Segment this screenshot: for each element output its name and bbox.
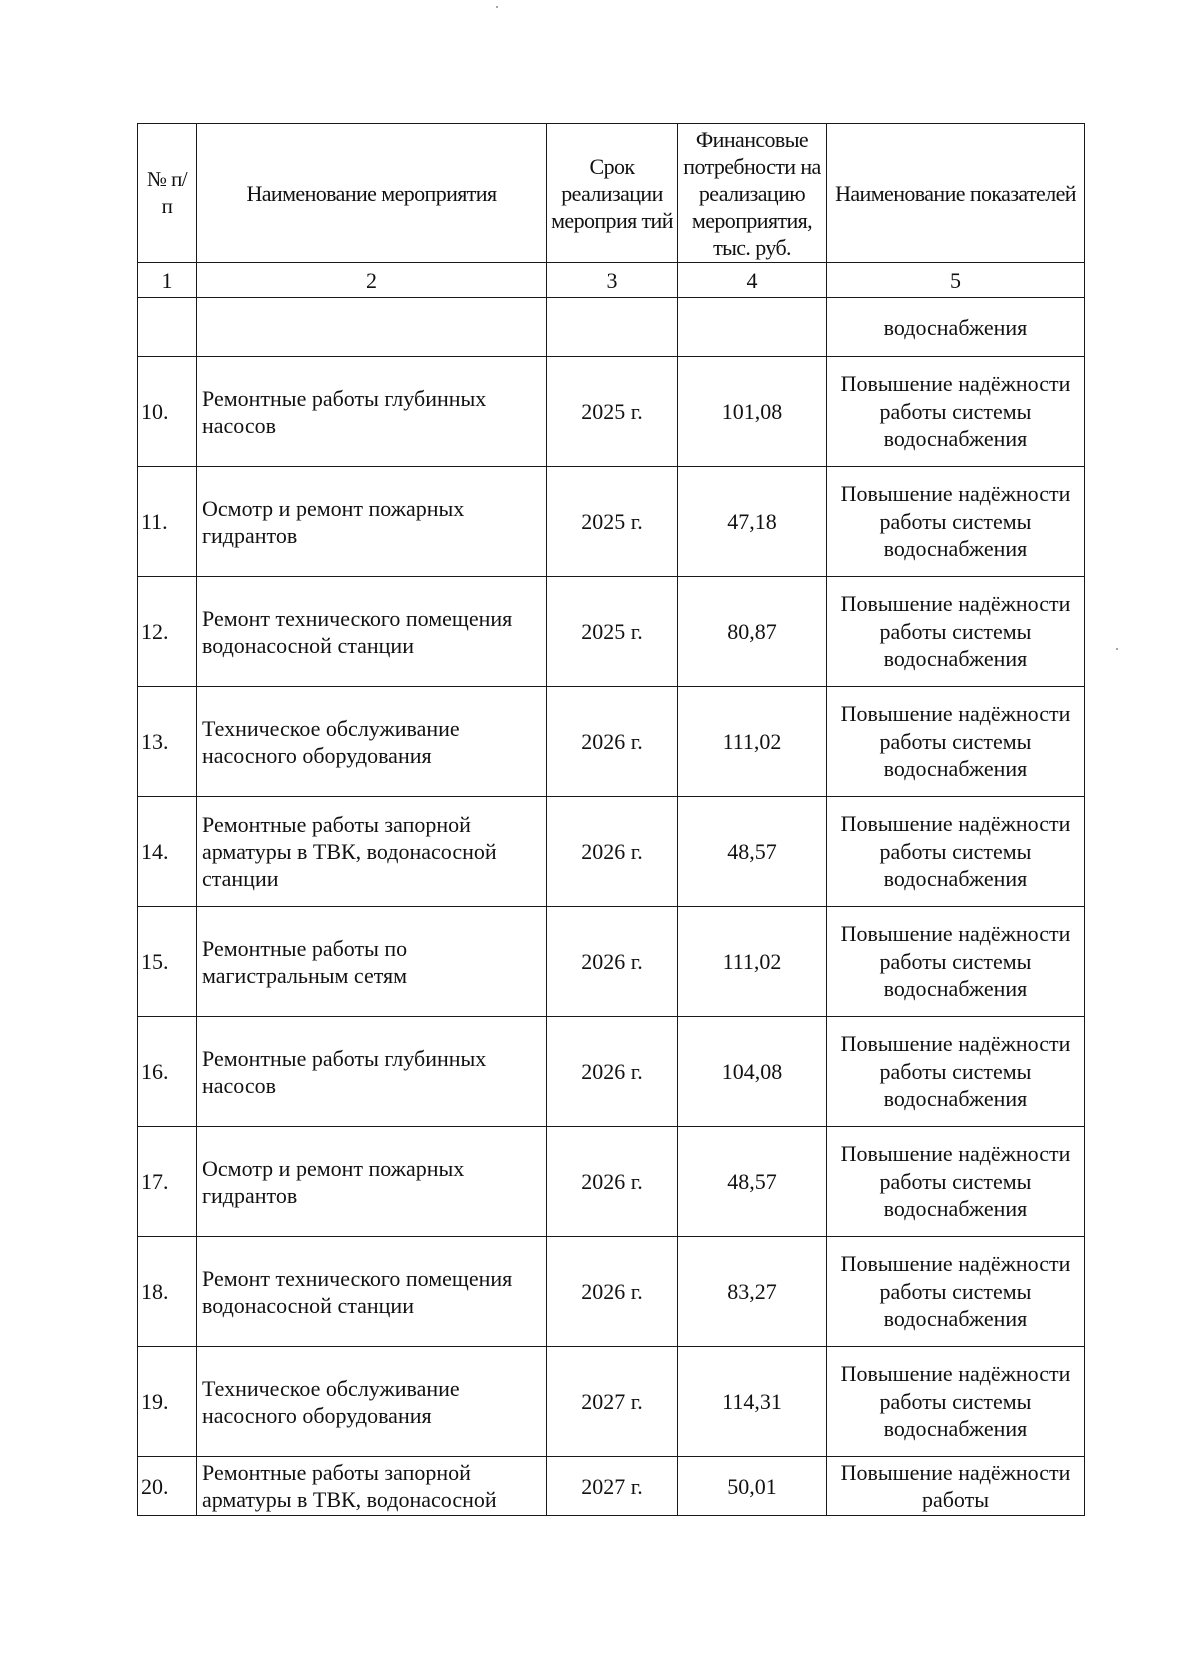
indicator-text: Повышение надёжности работы системы водоснабжения (827, 1347, 1085, 1457)
activity-name: Техническое обслуживание насосного оборудования (197, 1347, 547, 1457)
table-row (138, 687, 1085, 797)
table-row (138, 797, 1085, 907)
financing-amount: 48,57 (678, 1127, 827, 1237)
deadline-year: 2027 г. (547, 1347, 678, 1457)
table-row (138, 1347, 1085, 1457)
deadline-year: 2026 г. (547, 1237, 678, 1347)
empty-cell (197, 298, 547, 357)
column-number: 3 (547, 263, 678, 298)
indicator-text: Повышение надёжности работы системы водоснабжения (827, 467, 1085, 577)
deadline-year: 2026 г. (547, 687, 678, 797)
indicator-text: Повышение надёжности работы системы водоснабжения (827, 687, 1085, 797)
table-row (138, 907, 1085, 1017)
activity-name: Осмотр и ремонт пожарных гидрантов (197, 1127, 547, 1237)
financing-amount: 104,08 (678, 1017, 827, 1127)
table-row (138, 357, 1085, 467)
activity-name: Ремонтные работы запорной арматуры в ТВК, водонасосной станции (197, 797, 547, 907)
table-row (138, 1457, 1085, 1516)
deadline-year: 2026 г. (547, 1017, 678, 1127)
indicator-text: Повышение надёжности работы (827, 1457, 1085, 1516)
table-row (138, 1127, 1085, 1237)
row-number: 14. (138, 797, 197, 907)
scan-speck (496, 6, 498, 8)
activity-name: Ремонт технического помещения водонасосной станции (197, 1237, 547, 1347)
activity-name: Ремонтные работы по магистральным сетям (197, 907, 547, 1017)
indicator-text: Повышение надёжности работы системы водоснабжения (827, 357, 1085, 467)
row-number: 19. (138, 1347, 197, 1457)
header-indicators: Наименование показателей (827, 124, 1085, 263)
deadline-year: 2025 г. (547, 357, 678, 467)
column-number: 5 (827, 263, 1085, 298)
column-number-row (138, 263, 1085, 298)
table-row (138, 577, 1085, 687)
indicator-text: Повышение надёжности работы системы водоснабжения (827, 1017, 1085, 1127)
deadline-year: 2026 г. (547, 1127, 678, 1237)
activity-name: Осмотр и ремонт пожарных гидрантов (197, 467, 547, 577)
row-number: 15. (138, 907, 197, 1017)
indicator-text: Повышение надёжности работы системы водоснабжения (827, 577, 1085, 687)
financing-amount: 48,57 (678, 797, 827, 907)
column-number: 4 (678, 263, 827, 298)
financing-amount: 111,02 (678, 907, 827, 1017)
table-row (138, 1017, 1085, 1127)
header-activity-name: Наименование мероприятия (197, 124, 547, 263)
column-number: 2 (197, 263, 547, 298)
activity-name: Ремонт технического помещения водонасосной станции (197, 577, 547, 687)
financing-amount: 47,18 (678, 467, 827, 577)
deadline-year: 2026 г. (547, 907, 678, 1017)
table-body (138, 298, 1085, 1516)
row-number: 18. (138, 1237, 197, 1347)
empty-cell (547, 298, 678, 357)
activity-name: Техническое обслуживание насосного оборудования (197, 687, 547, 797)
financing-amount: 50,01 (678, 1457, 827, 1516)
indicator-text: Повышение надёжности работы системы водоснабжения (827, 1237, 1085, 1347)
activities-table (137, 123, 1085, 1516)
activity-name: Ремонтные работы глубинных насосов (197, 357, 547, 467)
deadline-year: 2025 г. (547, 467, 678, 577)
row-number: 11. (138, 467, 197, 577)
row-number: 10. (138, 357, 197, 467)
row-number: 16. (138, 1017, 197, 1127)
column-number: 1 (138, 263, 197, 298)
table-row (138, 467, 1085, 577)
deadline-year: 2025 г. (547, 577, 678, 687)
row-number: 12. (138, 577, 197, 687)
scan-speck (1116, 648, 1118, 650)
table-row (138, 1237, 1085, 1347)
activity-name: Ремонтные работы запорной арматуры в ТВК, водонасосной (197, 1457, 547, 1516)
deadline-year: 2027 г. (547, 1457, 678, 1516)
indicator-text: Повышение надёжности работы системы водоснабжения (827, 907, 1085, 1017)
row-number: 13. (138, 687, 197, 797)
financing-amount: 114,31 (678, 1347, 827, 1457)
financing-amount: 111,02 (678, 687, 827, 797)
financing-amount: 80,87 (678, 577, 827, 687)
indicator-text: Повышение надёжности работы системы водоснабжения (827, 1127, 1085, 1237)
deadline-year: 2026 г. (547, 797, 678, 907)
empty-cell (138, 298, 197, 357)
financing-amount: 101,08 (678, 357, 827, 467)
row-number: 20. (138, 1457, 197, 1516)
header-deadline: Срок реализации мероприя тий (547, 124, 678, 263)
activity-name: Ремонтные работы глубинных насосов (197, 1017, 547, 1127)
financing-amount: 83,27 (678, 1237, 827, 1347)
indicator-text: Повышение надёжности работы системы водоснабжения (827, 797, 1085, 907)
table-header-row (138, 124, 1085, 263)
header-number: № п/п (138, 124, 197, 263)
continuation-indicator: водоснабжения (827, 298, 1085, 357)
empty-cell (678, 298, 827, 357)
row-number: 17. (138, 1127, 197, 1237)
header-financing: Финансовые потребности на реализацию мероприятия, тыс. руб. (678, 124, 827, 263)
continuation-row (138, 298, 1085, 357)
